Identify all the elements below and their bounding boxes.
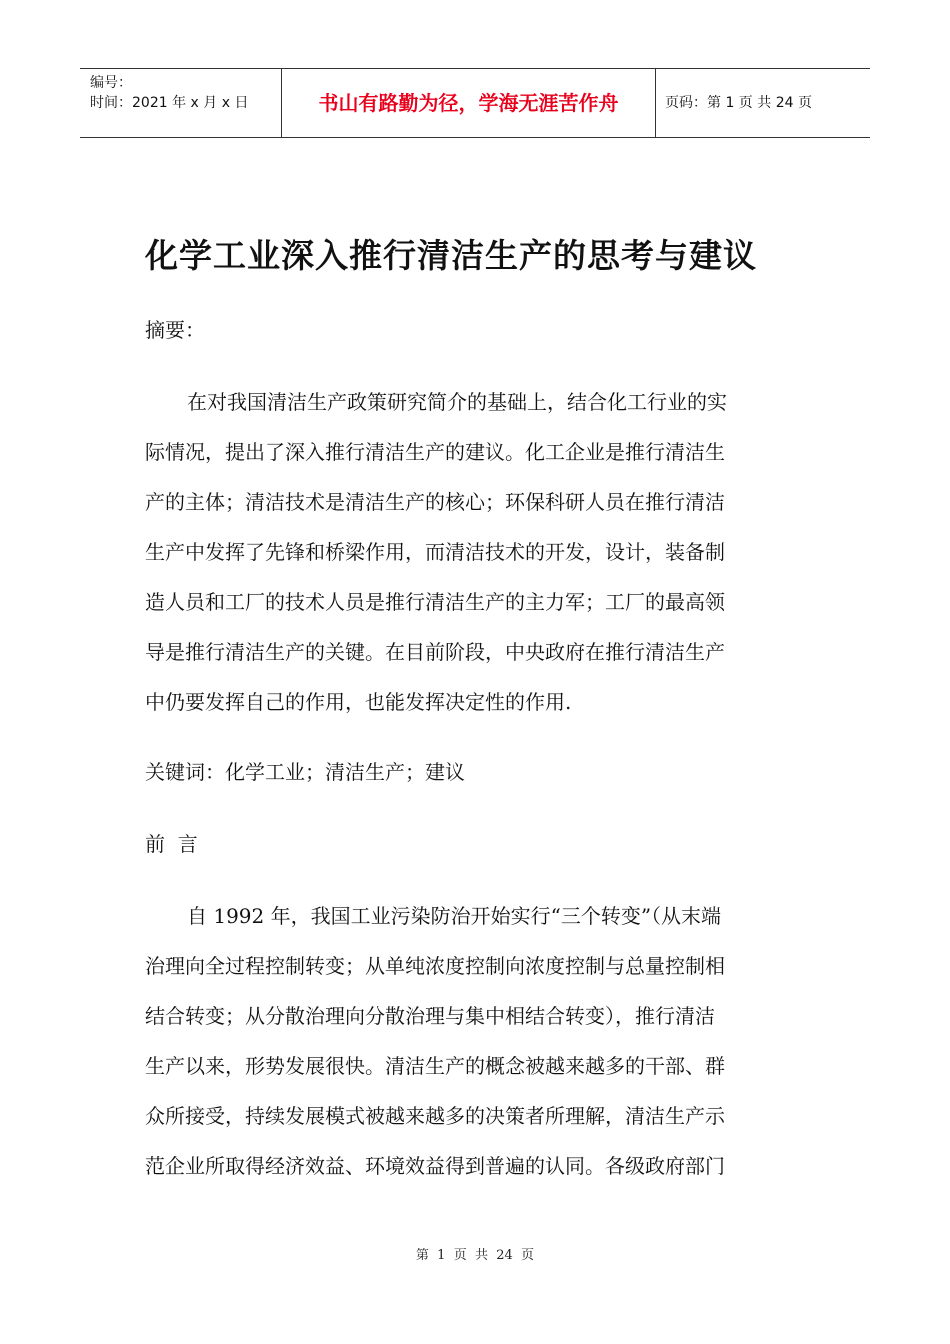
preface-line: 自 1992 年，我国工业污染防治开始实行“三个转变”（从末端 xyxy=(187,904,722,928)
preface-line: 众所接受，持续发展模式被越来越多的决策者所理解，清洁生产示 xyxy=(145,1104,725,1128)
time-label: 时间：2021 年 x 月 x 日 xyxy=(90,95,249,111)
preface-line: 治理向全过程控制转变；从单纯浓度控制向浓度控制与总量控制相 xyxy=(145,954,725,978)
header-page-info: 页码：第 1 页 共 24 页 xyxy=(665,95,812,111)
abstract-line: 导是推行清洁生产的关键。在目前阶段，中央政府在推行清洁生产 xyxy=(145,640,725,664)
abstract-label: 摘要： xyxy=(145,318,205,342)
abstract-paragraph xyxy=(145,377,805,727)
document-title: 化学工业深入推行清洁生产的思考与建议 xyxy=(145,236,757,275)
preface-line: 范企业所取得经济效益、环境效益得到普遍的认同。各级政府部门 xyxy=(145,1154,725,1178)
abstract-line: 际情况，提出了深入推行清洁生产的建议。化工企业是推行清洁生 xyxy=(145,440,725,464)
preface-line: 结合转变；从分散治理向分散治理与集中相结合转变），推行清洁 xyxy=(145,1004,715,1028)
page-header xyxy=(80,68,870,138)
abstract-line: 中仍要发挥自己的作用，也能发挥决定性的作用. xyxy=(145,690,572,714)
number-label: 编号： xyxy=(90,75,132,91)
header-meta xyxy=(80,69,281,137)
abstract-line: 产的主体；清洁技术是清洁生产的核心；环保科研人员在推行清洁 xyxy=(145,490,725,514)
preface-heading: 前 言 xyxy=(145,832,198,856)
abstract-line: 在对我国清洁生产政策研究简介的基础上，结合化工行业的实 xyxy=(187,390,727,414)
abstract-line: 造人员和工厂的技术人员是推行清洁生产的主力军；工厂的最高领 xyxy=(145,590,725,614)
page-footer: 第 1 页 共 24 页 xyxy=(415,1248,535,1263)
header-motto: 书山有路勤为径，学海无涯苦作舟 xyxy=(281,69,656,137)
abstract-line: 生产中发挥了先锋和桥梁作用，而清洁技术的开发，设计，装备制 xyxy=(145,540,725,564)
preface-paragraph xyxy=(145,891,805,1191)
preface-line: 生产以来，形势发展很快。清洁生产的概念被越来越多的干部、群 xyxy=(145,1054,725,1078)
keywords: 关键词：化学工业；清洁生产；建议 xyxy=(145,760,465,784)
